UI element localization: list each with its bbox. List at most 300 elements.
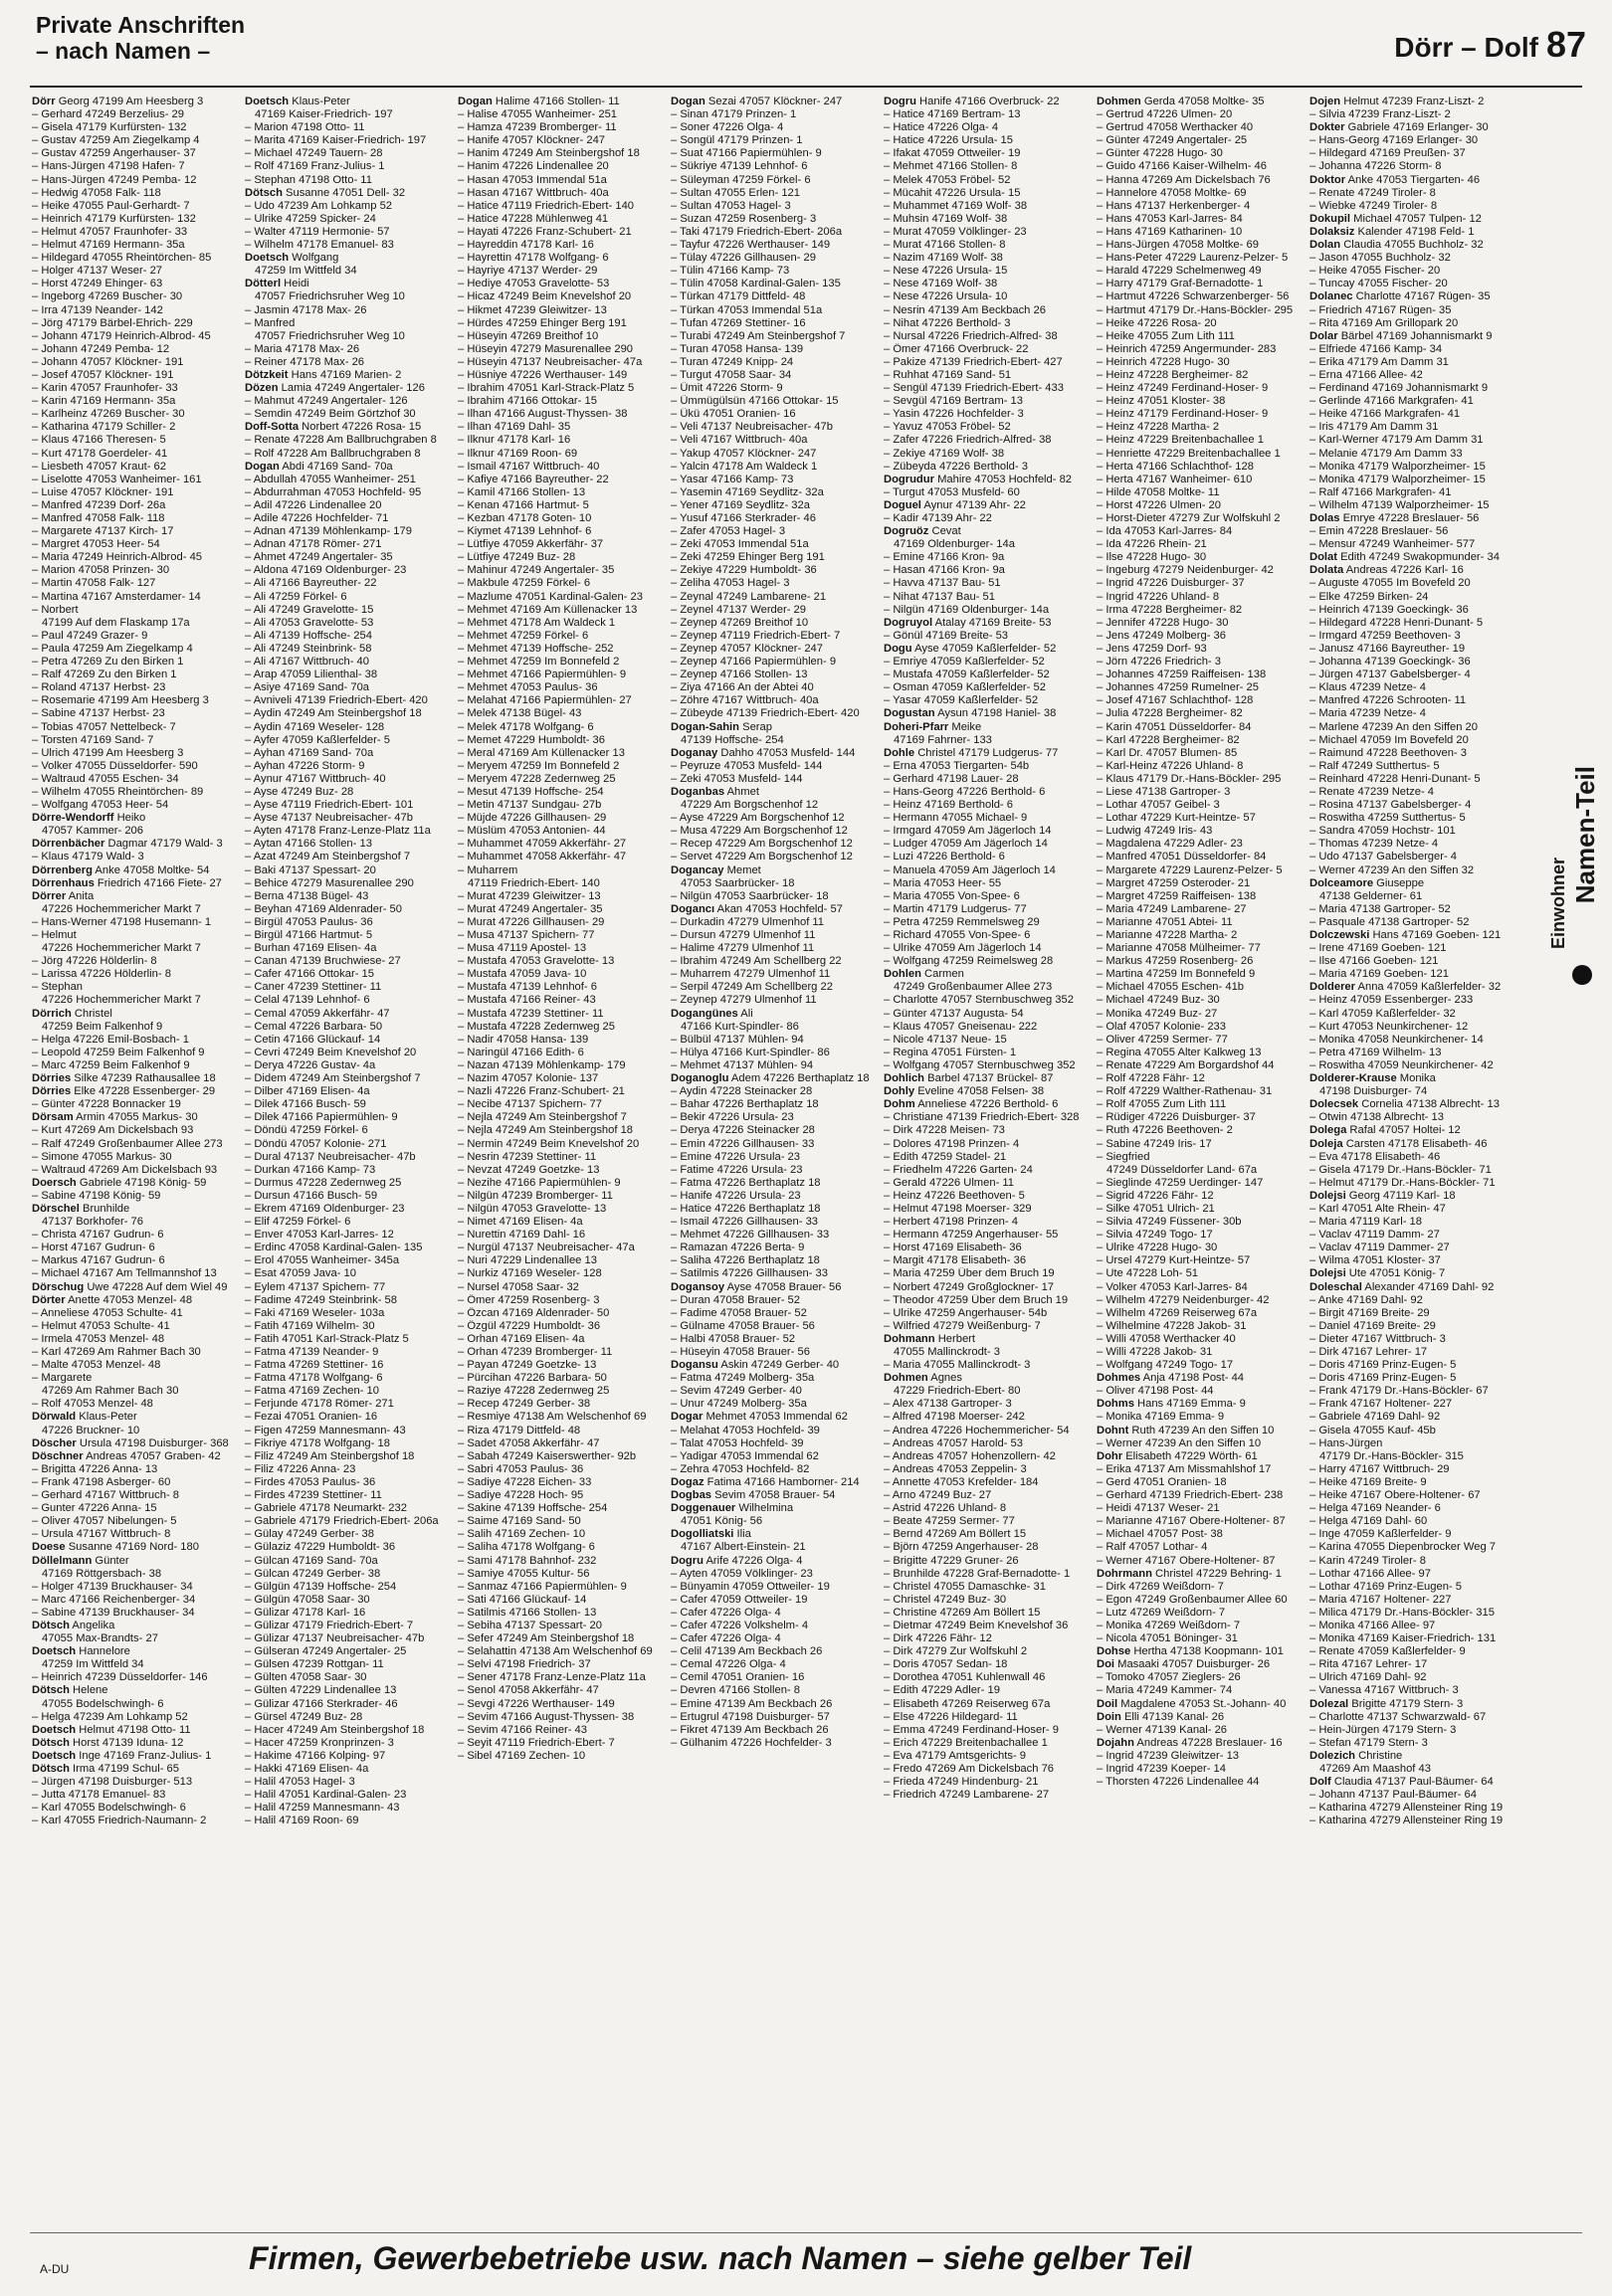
- entry-details: 47259 Im Wittfeld 34: [42, 1658, 144, 1671]
- directory-entry: [1097, 1684, 1300, 1697]
- entry-details: – Irra 47139 Neander- 142: [32, 303, 163, 316]
- entry-details: Ilia: [736, 1528, 751, 1541]
- directory-entry: [245, 317, 448, 330]
- entry-details: – Tuncay 47055 Fischer- 20: [1310, 278, 1448, 290]
- entry-details: Brigitte 47179 Stern- 3: [1351, 1697, 1464, 1710]
- directory-entry: [884, 864, 1087, 877]
- entry-details: – Heinz 47229 Breitenbachallee 1: [1097, 434, 1264, 447]
- directory-entry: [884, 604, 1087, 617]
- directory-entry: [245, 1085, 448, 1098]
- directory-entry: [671, 160, 874, 173]
- directory-entry: [671, 486, 874, 499]
- entry-details: Fatima 47166 Hamborner- 214: [706, 1475, 860, 1488]
- directory-entry: [1310, 1085, 1512, 1098]
- entry-details: – Paula 47259 Am Ziegelkamp 4: [32, 642, 193, 655]
- entry-details: – Olaf 47057 Kolonie- 233: [1097, 1020, 1226, 1033]
- directory-entry: [458, 669, 661, 681]
- entry-details: – Gerhard 47139 Friedrich-Ebert- 238: [1097, 1489, 1284, 1502]
- directory-entry: [884, 564, 1087, 577]
- directory-entry: [1097, 1724, 1300, 1737]
- entry-details: Ayse 47058 Brauer- 56: [726, 1280, 842, 1293]
- directory-entry: [1097, 1047, 1300, 1059]
- directory-entry: [1097, 1581, 1300, 1594]
- directory-entry: [884, 916, 1087, 929]
- directory-entry: [245, 343, 448, 356]
- entry-details: – Ziya 47166 An der Abtei 40: [671, 681, 814, 694]
- surname: Dogansu: [671, 1359, 718, 1372]
- directory-entry: [671, 1737, 874, 1750]
- entry-details: – Renate 47239 Netze- 4: [1310, 785, 1435, 798]
- entry-details: – Hayriye 47137 Werder- 29: [458, 265, 598, 278]
- entry-details: – Yasar 47059 Kaßlerfelder- 52: [884, 694, 1039, 707]
- entry-details: 47269 Am Maashof 43: [1319, 1763, 1431, 1775]
- entry-details: – Irmgard 47259 Beethoven- 3: [1310, 629, 1461, 642]
- surname: Dojahn: [1097, 1736, 1134, 1749]
- entry-details: – Halime 47279 Ulmenhof 11: [671, 942, 815, 955]
- entry-details: – Wiebke 47249 Tiroler- 8: [1310, 199, 1438, 212]
- directory-entry: [1097, 681, 1300, 694]
- entry-details: – Enver 47053 Karl-Jarres- 12: [245, 1229, 394, 1242]
- directory-entry: [245, 525, 448, 538]
- directory-entry: [884, 617, 1087, 630]
- directory-entry: [32, 1008, 235, 1021]
- directory-entry: [245, 1320, 448, 1333]
- directory-entry: [671, 1658, 874, 1671]
- entry-details: – Günter 47137 Augusta- 54: [884, 1007, 1024, 1020]
- directory-entry: [1097, 200, 1300, 213]
- entry-details: – Kadir 47139 Ahr- 22: [884, 512, 992, 524]
- directory-entry: [458, 707, 661, 720]
- directory-entry: [458, 1463, 661, 1476]
- entry-details: – Sabah 47249 Kaiserswerther- 92b: [458, 1449, 637, 1462]
- entry-details: – Musa 47119 Apostel- 13: [458, 942, 587, 955]
- entry-details: – Johanna 47226 Storm- 8: [1310, 160, 1442, 173]
- surname: Dötsch: [32, 1736, 70, 1749]
- entry-details: – Ahmet 47249 Angertaler- 35: [245, 551, 393, 564]
- entry-details: – Aynur 47167 Wittbruch- 40: [245, 772, 386, 785]
- directory-entry: [458, 1359, 661, 1372]
- entry-details: – Nuri 47229 Lindenallee 13: [458, 1254, 597, 1267]
- entry-details: – Cafer 47226 Olga- 4: [671, 1632, 781, 1645]
- directory-entry: [245, 1216, 448, 1229]
- entry-details: Andreas 47057 Graben- 42: [86, 1449, 221, 1462]
- entry-details: Friedrich 47166 Fiete- 27: [97, 876, 222, 889]
- directory-entry: [671, 656, 874, 669]
- entry-details: – Maria 47055 Von-Spee- 6: [884, 889, 1020, 902]
- directory-entry: [32, 486, 235, 499]
- entry-details: – Murat 47166 Stollen- 8: [884, 239, 1006, 252]
- entry-details: – Mehmet 47139 Hoffsche- 252: [458, 642, 614, 655]
- directory-entry: [458, 356, 661, 369]
- directory-entry: [671, 290, 874, 303]
- entry-details: – Jens 47249 Molberg- 36: [1097, 629, 1226, 642]
- entry-details: Christel 47229 Behring- 1: [1155, 1567, 1282, 1580]
- entry-details: – Vaclav 47119 Dammer- 27: [1310, 1242, 1450, 1254]
- directory-entry: [458, 1346, 661, 1359]
- entry-details: – Ali 47139 Hoffsche- 254: [245, 629, 372, 642]
- entry-details: – Canan 47139 Bruchwiese- 27: [245, 955, 401, 968]
- entry-details: – Gunter 47226 Anna- 15: [32, 1502, 157, 1515]
- entry-details: – Petra 47269 Zu den Birken 1: [32, 656, 184, 669]
- directory-entry: [1097, 1085, 1300, 1098]
- footer-region-tag: A-DU: [40, 2262, 70, 2276]
- directory-entry: [458, 1138, 661, 1151]
- entry-details: – Ayse 47137 Neubreisacher- 47b: [245, 812, 413, 825]
- entry-details: Uwe 47228 Auf dem Wiel 49: [87, 1280, 228, 1293]
- entry-details: – Lothar 47169 Prinz-Eugen- 5: [1310, 1580, 1462, 1593]
- directory-entry: [671, 1190, 874, 1203]
- entry-details: – Otwin 47138 Albrecht- 13: [1310, 1111, 1444, 1124]
- directory-entry: [32, 1385, 235, 1398]
- surname: Dörre-Wendorff: [32, 812, 114, 825]
- entry-details: – Heike 47055 Paul-Gerhardt- 7: [32, 199, 190, 212]
- directory-entry: [1097, 1671, 1300, 1684]
- directory-entry: [458, 499, 661, 512]
- directory-entry: [245, 499, 448, 512]
- entry-details: – Hans-Georg 47226 Berthold- 6: [884, 785, 1046, 798]
- entry-details: – Hans-Jürgen 47058 Moltke- 69: [1097, 239, 1259, 252]
- directory-entry: [245, 890, 448, 903]
- entry-details: – Dirk 47279 Zur Wolfskuhl 2: [884, 1645, 1028, 1658]
- entry-details: – Edith 47229 Adler- 19: [884, 1684, 1000, 1697]
- directory-entry: [884, 1254, 1087, 1267]
- directory-entry: [458, 968, 661, 981]
- entry-details: – Gülizar 47137 Neubreisacher- 47b: [245, 1632, 425, 1645]
- entry-details: – Larissa 47226 Hölderlin- 8: [32, 968, 171, 981]
- entry-details: – Oliver 47198 Post- 44: [1097, 1385, 1214, 1398]
- directory-entry: [32, 1528, 235, 1541]
- directory-entry: [245, 551, 448, 564]
- entry-details: – Dural 47137 Neubreisacher- 47b: [245, 1150, 416, 1163]
- directory-entry: [671, 760, 874, 773]
- entry-details: – Regina 47055 Alter Kalkweg 13: [1097, 1046, 1262, 1058]
- entry-details: – Özgül 47229 Humboldt- 36: [458, 1319, 601, 1332]
- directory-entry: [671, 1034, 874, 1047]
- entry-details: 47169 Röttgersbach- 38: [42, 1567, 162, 1580]
- entry-details: – Tayfur 47226 Werthauser- 149: [671, 239, 831, 252]
- entry-details: – Ilknur 47169 Roon- 69: [458, 447, 578, 460]
- directory-entry: [458, 604, 661, 617]
- directory-entry: [1310, 604, 1512, 617]
- directory-entry: [1310, 1737, 1512, 1750]
- entry-details: Susanne 47169 Nord- 180: [68, 1541, 199, 1554]
- entry-details: Emrye 47228 Breslauer- 56: [1342, 512, 1480, 524]
- directory-entry: [884, 577, 1087, 590]
- entry-details: – Zeliha 47053 Hagel- 3: [671, 577, 790, 590]
- entry-details: – Ilse 47228 Hugo- 30: [1097, 551, 1207, 564]
- entry-details: – Rita 47167 Lehrer- 17: [1310, 1658, 1428, 1671]
- entry-details: – Ludger 47059 Am Jägerloch 14: [884, 838, 1048, 851]
- entry-details: 47269 Am Rahmer Bach 30: [42, 1385, 179, 1398]
- directory-entry: [32, 1684, 235, 1697]
- directory-entry: [1097, 1698, 1300, 1711]
- entry-details: – Nurettin 47169 Dahl- 16: [458, 1229, 586, 1242]
- entry-details: – Nesrin 47139 Am Beckbach 26: [884, 303, 1046, 316]
- directory-entry: [458, 721, 661, 734]
- entry-details: – Hanife 47057 Klöckner- 247: [458, 134, 606, 147]
- directory-entry: [884, 1645, 1087, 1658]
- directory-entry: [671, 121, 874, 134]
- directory-entry: [884, 421, 1087, 434]
- entry-details: – Sabine 47139 Bruckhauser- 34: [32, 1606, 195, 1619]
- directory-entry: [1310, 174, 1512, 187]
- entry-details: – Andreas 47057 Hohenzollern- 42: [884, 1449, 1056, 1462]
- entry-details: – Liselotte 47053 Wanheimer- 161: [32, 473, 202, 485]
- directory-entry: [884, 1281, 1087, 1294]
- entry-details: – Mehmet 47226 Gillhausen- 33: [671, 1229, 830, 1242]
- directory-entry: [671, 1632, 874, 1645]
- directory-entry: [458, 96, 661, 108]
- surname: Dogar: [671, 1411, 704, 1424]
- surname: Dolat: [1310, 551, 1337, 564]
- directory-entry: [458, 551, 661, 564]
- surname: Doktor: [1310, 173, 1346, 186]
- entry-details: – Cafer 47166 Ottokar- 15: [245, 968, 374, 981]
- entry-details: – Selahattin 47138 Am Welschenhof 69: [458, 1645, 653, 1658]
- directory-entry: [1310, 525, 1512, 538]
- entry-details: – Gabriele 47178 Neumarkt- 232: [245, 1502, 407, 1515]
- entry-details: – Tülay 47226 Gillhausen- 29: [671, 252, 816, 265]
- entry-details: – Mahmut 47249 Angertaler- 126: [245, 395, 408, 408]
- directory-entry: [1310, 1072, 1512, 1085]
- entry-details: – Halise 47055 Wanheimer- 251: [458, 108, 618, 121]
- entry-details: – Havva 47137 Bau- 51: [884, 577, 1001, 590]
- directory-entry: [884, 838, 1087, 851]
- entry-details: – Martin 47179 Ludgerus- 77: [884, 902, 1027, 915]
- entry-details: – Erich 47229 Breitenbachallee 1: [884, 1736, 1048, 1749]
- directory-entry: [458, 942, 661, 955]
- directory-entry: [245, 304, 448, 317]
- entry-details: – Wilhelm 47055 Rheintörchen- 89: [32, 785, 204, 798]
- directory-entry: [32, 525, 235, 538]
- entry-details: – Jörn 47226 Friedrich- 3: [1097, 656, 1221, 669]
- entry-details: – Ralf 47057 Lothar- 4: [1097, 1541, 1208, 1554]
- entry-details: Claudia 47055 Buchholz- 32: [1343, 239, 1484, 252]
- directory-entry: [1097, 968, 1300, 981]
- directory-entry: [32, 799, 235, 812]
- directory-entry: [245, 1254, 448, 1267]
- entry-details: – Hicaz 47249 Beim Knevelshof 20: [458, 290, 632, 303]
- surname: Dötsch: [32, 1763, 70, 1775]
- entry-details: – Friedrich 47167 Rügen- 35: [1310, 303, 1452, 316]
- directory-entry: [671, 1138, 874, 1151]
- entry-details: – Renate 47228 Am Ballbruchgraben 8: [245, 434, 437, 447]
- directory-entry: [884, 356, 1087, 369]
- directory-entry: [1097, 187, 1300, 200]
- directory-entry: [884, 903, 1087, 916]
- entry-details: – Kurt 47269 Am Dickelsbach 93: [32, 1124, 194, 1137]
- directory-entry: [32, 1242, 235, 1254]
- entry-details: – Anke 47169 Dahl- 92: [1310, 1293, 1423, 1306]
- directory-entry: [1310, 1333, 1512, 1346]
- directory-entry: [32, 812, 235, 825]
- directory-entry: [32, 1164, 235, 1177]
- entry-details: Anja 47198 Post- 44: [1142, 1372, 1245, 1385]
- directory-entry: [245, 147, 448, 160]
- directory-entry: [32, 147, 235, 160]
- directory-entry: [458, 591, 661, 604]
- directory-entry: [245, 929, 448, 942]
- entry-details: – Emin 47226 Gillhausen- 33: [671, 1137, 815, 1150]
- directory-entry: [458, 1581, 661, 1594]
- directory-entry: [245, 1034, 448, 1047]
- entry-details: – Manfred 47239 Dorf- 26a: [32, 498, 166, 511]
- entry-details: – Alex 47138 Gartroper- 3: [884, 1398, 1012, 1411]
- directory-entry: [32, 226, 235, 239]
- entry-details: Mahire 47053 Hochfeld- 82: [937, 473, 1073, 485]
- entry-details: Ursula 47198 Duisburger- 368: [79, 1436, 229, 1449]
- directory-entry: [1097, 747, 1300, 760]
- entry-details: – Henriette 47229 Breitenbachallee 1: [1097, 447, 1281, 460]
- entry-details: – Ismail 47167 Wittbruch- 40: [458, 460, 600, 473]
- entry-details: – Johannes 47259 Raiffeisen- 138: [1097, 669, 1267, 681]
- directory-entry: [245, 1307, 448, 1320]
- entry-details: – Nese 47226 Ursula- 15: [884, 265, 1008, 278]
- directory-entry: [458, 226, 661, 239]
- directory-entry: [671, 707, 874, 720]
- directory-entry: [671, 265, 874, 278]
- directory-entry: [245, 591, 448, 604]
- directory-entry: [1097, 1320, 1300, 1333]
- directory-entry: [458, 434, 661, 447]
- entry-details: – Osman 47059 Kaßlerfelder- 52: [884, 681, 1046, 694]
- entry-details: – Karin 47249 Tiroler- 8: [1310, 1554, 1426, 1567]
- directory-entry: [245, 1684, 448, 1697]
- entry-details: – Cemil 47051 Oranien- 16: [671, 1671, 805, 1684]
- directory-entry: [245, 1294, 448, 1307]
- entry-details: – Ali 47166 Bayreuther- 22: [245, 577, 377, 590]
- entry-details: – Zekiye 47229 Humboldt- 36: [671, 564, 817, 577]
- entry-details: – Saliha 47178 Wolfgang- 6: [458, 1541, 595, 1554]
- directory-entry: [884, 1138, 1087, 1151]
- directory-entry: [1097, 382, 1300, 395]
- directory-entry: [1310, 968, 1512, 981]
- entry-details: – Ramazan 47226 Berta- 9: [671, 1242, 805, 1254]
- directory-entry: [245, 448, 448, 461]
- directory-entry: [1310, 903, 1512, 916]
- directory-entry: [1310, 643, 1512, 656]
- directory-entry: [1097, 864, 1300, 877]
- directory-entry: [245, 395, 448, 408]
- entry-details: – Hildegard 47055 Rheintörchen- 85: [32, 252, 212, 265]
- entry-details: – Hacer 47249 Am Steinbergshof 18: [245, 1723, 425, 1736]
- directory-entry: [1310, 461, 1512, 474]
- directory-entry: [1097, 108, 1300, 121]
- entry-details: – Dilber 47169 Elisen- 4a: [245, 1085, 370, 1098]
- entry-details: – Murat 47226 Gillhausen- 29: [458, 915, 605, 928]
- directory-entry: [1310, 1177, 1512, 1190]
- directory-entry: [1310, 812, 1512, 825]
- entry-details: – Nese 47169 Wolf- 38: [884, 278, 998, 290]
- entry-details: – Brigitte 47229 Gruner- 26: [884, 1554, 1019, 1567]
- entry-details: 47259 Beim Falkenhof 9: [42, 1020, 163, 1033]
- directory-entry: [671, 239, 874, 252]
- directory-entry: [245, 369, 448, 382]
- footer-note: Firmen, Gewerbebetriebe usw. nach Namen – siehe gelber Teil: [249, 2240, 1192, 2276]
- entry-details: – Zafer 47226 Friedrich-Alfred- 38: [884, 434, 1052, 447]
- entry-details: – Harry 47179 Graf-Bernadotte- 1: [1097, 278, 1264, 290]
- entry-details: – Gustav 47259 Angerhauser- 37: [32, 147, 196, 160]
- page-range: [1394, 24, 1586, 66]
- directory-entry: [32, 1568, 235, 1581]
- entry-details: – Karin 47051 Düsseldorfer- 84: [1097, 720, 1252, 733]
- entry-details: – Melanie 47179 Am Damm 33: [1310, 447, 1463, 460]
- directory-entry: [458, 773, 661, 786]
- entry-details: – Sevim 47249 Gerber- 40: [671, 1385, 802, 1398]
- directory-entry: [32, 1333, 235, 1346]
- entry-details: – Maria 47138 Gartroper- 52: [1310, 902, 1451, 915]
- entry-details: – Zeynep 47057 Klöckner- 247: [671, 642, 823, 655]
- entry-details: – Waltraud 47055 Eschen- 34: [32, 772, 179, 785]
- directory-entry: [1310, 1815, 1512, 1827]
- surname: Dohm: [884, 1098, 915, 1111]
- entry-details: – Johann 47249 Pemba- 12: [32, 342, 170, 355]
- directory-entry: [245, 1385, 448, 1398]
- surname: Dolezal: [1310, 1697, 1349, 1710]
- entry-details: Helene: [73, 1684, 108, 1697]
- directory-entry: [884, 108, 1087, 121]
- surname: Dötzkeit: [245, 368, 289, 381]
- entry-details: Cornelia 47138 Albrecht- 13: [1361, 1098, 1500, 1111]
- directory-entry: [884, 1581, 1087, 1594]
- surname: Dolceamore: [1310, 876, 1374, 889]
- directory-entry: [245, 1502, 448, 1515]
- entry-details: – Kafiye 47166 Bayreuther- 22: [458, 473, 609, 485]
- entry-details: – Monika 47179 Walporzheimer- 15: [1310, 460, 1486, 473]
- directory-entry: [884, 382, 1087, 395]
- surname: Doetsch: [32, 1723, 77, 1736]
- entry-details: – Nursal 47226 Friedrich-Alfred- 38: [884, 329, 1058, 342]
- entry-details: – Wilhelm 47178 Emanuel- 83: [245, 239, 394, 252]
- entry-details: Anna 47059 Kaßlerfelder- 32: [1357, 981, 1502, 994]
- entry-details: – Ida 47226 Rhein- 21: [1097, 538, 1207, 551]
- directory-entry: [884, 1151, 1087, 1164]
- entry-details: – Hakime 47166 Kolping- 97: [245, 1749, 386, 1762]
- entry-details: – Nurgül 47137 Neubreisacher- 47a: [458, 1242, 635, 1254]
- entry-details: Hannelore: [79, 1645, 130, 1658]
- directory-entry: [1097, 1372, 1300, 1385]
- directory-entry: [458, 656, 661, 669]
- directory-entry: [884, 760, 1087, 773]
- directory-entry: [1097, 760, 1300, 773]
- surname: Döllelmann: [32, 1554, 93, 1567]
- directory-entry: [671, 551, 874, 564]
- entry-details: – Heinz 47226 Beethoven- 5: [884, 1189, 1025, 1202]
- entry-details: – Duran 47058 Brauer- 52: [671, 1293, 800, 1306]
- directory-entry: [245, 461, 448, 474]
- directory-entry: [671, 1476, 874, 1489]
- directory-entry: [1097, 812, 1300, 825]
- directory-entry: [1097, 147, 1300, 160]
- directory-entry: [884, 499, 1087, 512]
- entry-details: Akan 47053 Hochfeld- 57: [716, 902, 843, 915]
- surname: Dolanec: [1310, 290, 1353, 303]
- entry-details: – Kurt 47053 Neunkirchener- 12: [1310, 1020, 1469, 1033]
- entry-details: – Durkan 47166 Kamp- 73: [245, 1163, 376, 1176]
- entry-details: – Horst 47249 Ehinger- 63: [32, 278, 163, 290]
- directory-entry: [245, 1372, 448, 1385]
- directory-entry: [1310, 239, 1512, 252]
- directory-entry: [1310, 1216, 1512, 1229]
- directory-entry: [1310, 213, 1512, 226]
- entry-details: – Katharina 47279 Allensteiner Ring 19: [1310, 1815, 1504, 1827]
- directory-entry: [884, 1724, 1087, 1737]
- directory-entry: [1097, 1177, 1300, 1190]
- entry-details: – Aydin 47169 Weseler- 128: [245, 720, 385, 733]
- entry-details: Lamia 47249 Angertaler- 126: [281, 382, 425, 395]
- entry-details: – Wolfgang 47057 Sternbuschweg 352: [884, 1058, 1076, 1071]
- entry-details: – Heinrich 47239 Düsseldorfer- 146: [32, 1671, 208, 1684]
